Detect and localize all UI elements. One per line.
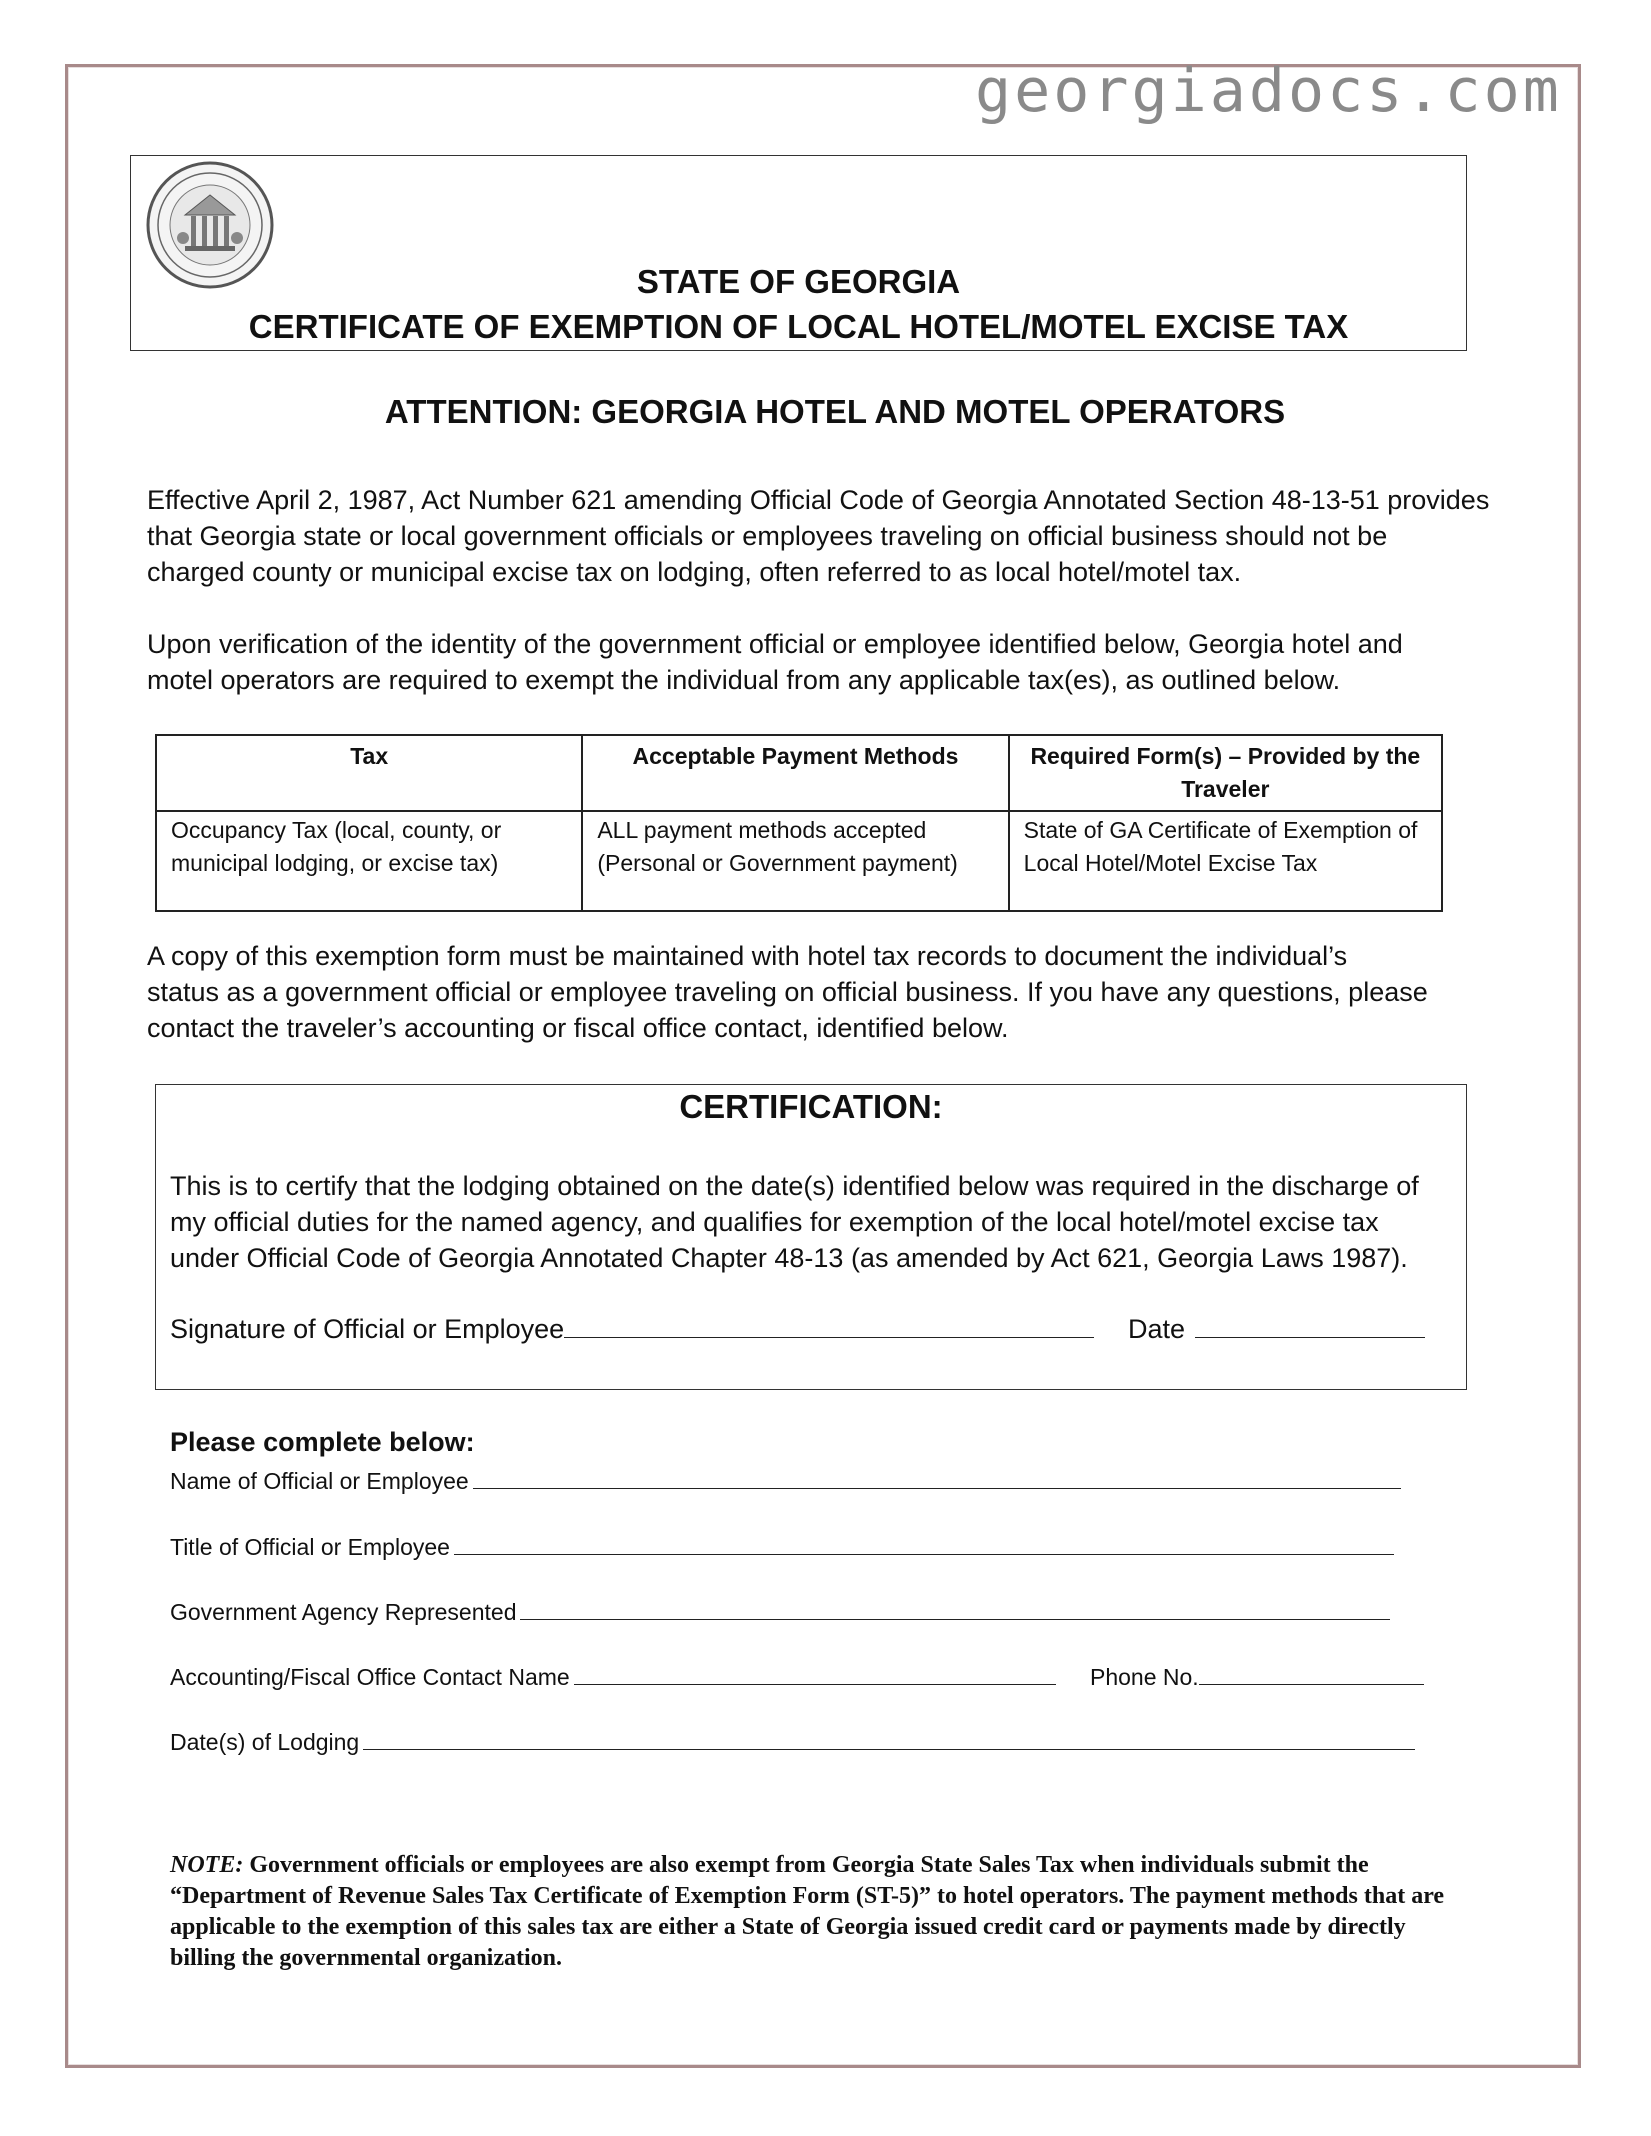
table-cell: ALL payment methods accepted (Personal or Government payment) — [582, 811, 1008, 911]
agency-label: Government Agency Represented — [170, 1599, 517, 1625]
tax-table — [155, 734, 1443, 912]
name-field[interactable] — [170, 1464, 1401, 1495]
phone-field[interactable] — [1090, 1660, 1424, 1691]
page-border — [65, 64, 1581, 2068]
table-header-cell: Tax — [156, 735, 582, 811]
contact-label: Accounting/Fiscal Office Contact Name — [170, 1664, 570, 1690]
certification-line: under Official Code of Georgia Annotated Chapter 48-13 (as amended by Act 621, Georgia Laws 1987). — [170, 1243, 1408, 1273]
name-label: Name of Official or Employee — [170, 1468, 469, 1494]
agency-input-line[interactable] — [520, 1595, 1390, 1620]
title-field[interactable] — [170, 1530, 1394, 1561]
signature-label: Signature of Official or Employee — [170, 1314, 565, 1344]
verification-line: Upon verification of the identity of the government official or employee identified below, Georgia hotel and — [147, 629, 1403, 659]
complete-heading: Please complete below: — [170, 1427, 475, 1457]
phone-input-line[interactable] — [1199, 1660, 1424, 1685]
intro-line: Effective April 2, 1987, Act Number 621 amending Official Code of Georgia Annotated Section 48-13-51 provides — [147, 485, 1490, 515]
intro-paragraph — [147, 482, 1547, 590]
signature-field[interactable] — [170, 1313, 1094, 1345]
agency-field[interactable] — [170, 1595, 1390, 1626]
name-input-line[interactable] — [473, 1464, 1401, 1489]
date-input-line[interactable] — [1195, 1313, 1425, 1338]
phone-label: Phone No. — [1090, 1664, 1199, 1690]
certification-text — [170, 1168, 1460, 1276]
contact-field[interactable] — [170, 1660, 1056, 1691]
watermark: georgiadocs.com — [975, 56, 1562, 126]
signature-input-line[interactable] — [564, 1313, 1094, 1338]
lodging-dates-label: Date(s) of Lodging — [170, 1729, 360, 1755]
records-line: status as a government official or employee traveling on official business. If you have any questions, please — [147, 977, 1428, 1007]
table-cell: Occupancy Tax (local, county, or municipal lodging, or excise tax) — [156, 811, 582, 911]
title-label: Title of Official or Employee — [170, 1534, 450, 1560]
verification-paragraph — [147, 626, 1547, 698]
date-label: Date — [1128, 1314, 1186, 1344]
lodging-dates-input-line[interactable] — [363, 1725, 1415, 1750]
table-header-cell: Acceptable Payment Methods — [582, 735, 1008, 811]
certification-heading: CERTIFICATION: — [679, 1088, 943, 1125]
certification-line: my official duties for the named agency, and qualifies for exemption of the local hotel/motel excise tax — [170, 1207, 1379, 1237]
note-label: NOTE: — [170, 1852, 244, 1878]
intro-line: that Georgia state or local government officials or employees traveling on official business should not be — [147, 521, 1388, 551]
records-line: contact the traveler’s accounting or fiscal office contact, identified below. — [147, 1013, 1009, 1043]
lodging-dates-field[interactable] — [170, 1725, 1415, 1756]
certification-line: This is to certify that the lodging obtained on the date(s) identified below was required in the discharge of — [170, 1171, 1419, 1201]
verification-line: motel operators are required to exempt the individual from any applicable tax(es), as outlined below. — [147, 665, 1341, 695]
records-line: A copy of this exemption form must be maintained with hotel tax records to document the individual’s — [147, 941, 1348, 971]
note-text: Government officials or employees are also exempt from Georgia State Sales Tax when individuals submit the “Department of Revenue Sales Tax Certificate of Exemption Form (ST-5)” to hotel operators. The payment methods that are applicable to the exemption of this sales tax are either a State of Georgia issued credit card or payments made by directly billing the governmental organization. — [170, 1852, 1445, 1971]
title-state: STATE OF GEORGIA — [636, 263, 961, 300]
title-input-line[interactable] — [454, 1530, 1394, 1555]
table-header-row — [156, 735, 1442, 811]
table-cell: State of GA Certificate of Exemption of Local Hotel/Motel Excise Tax — [1009, 811, 1442, 911]
attention-heading: ATTENTION: GEORGIA HOTEL AND MOTEL OPERATORS — [384, 393, 1286, 430]
table-header-cell: Required Form(s) – Provided by the Traveler — [1009, 735, 1442, 811]
intro-line: charged county or municipal excise tax on lodging, often referred to as local hotel/motel tax. — [147, 557, 1242, 587]
sales-tax-note — [170, 1850, 1460, 1974]
records-paragraph — [147, 938, 1547, 1046]
contact-input-line[interactable] — [574, 1660, 1056, 1685]
table-row — [156, 811, 1442, 911]
date-field[interactable] — [1128, 1313, 1425, 1345]
title-certificate: CERTIFICATE OF EXEMPTION OF LOCAL HOTEL/MOTEL EXCISE TAX — [248, 308, 1349, 345]
